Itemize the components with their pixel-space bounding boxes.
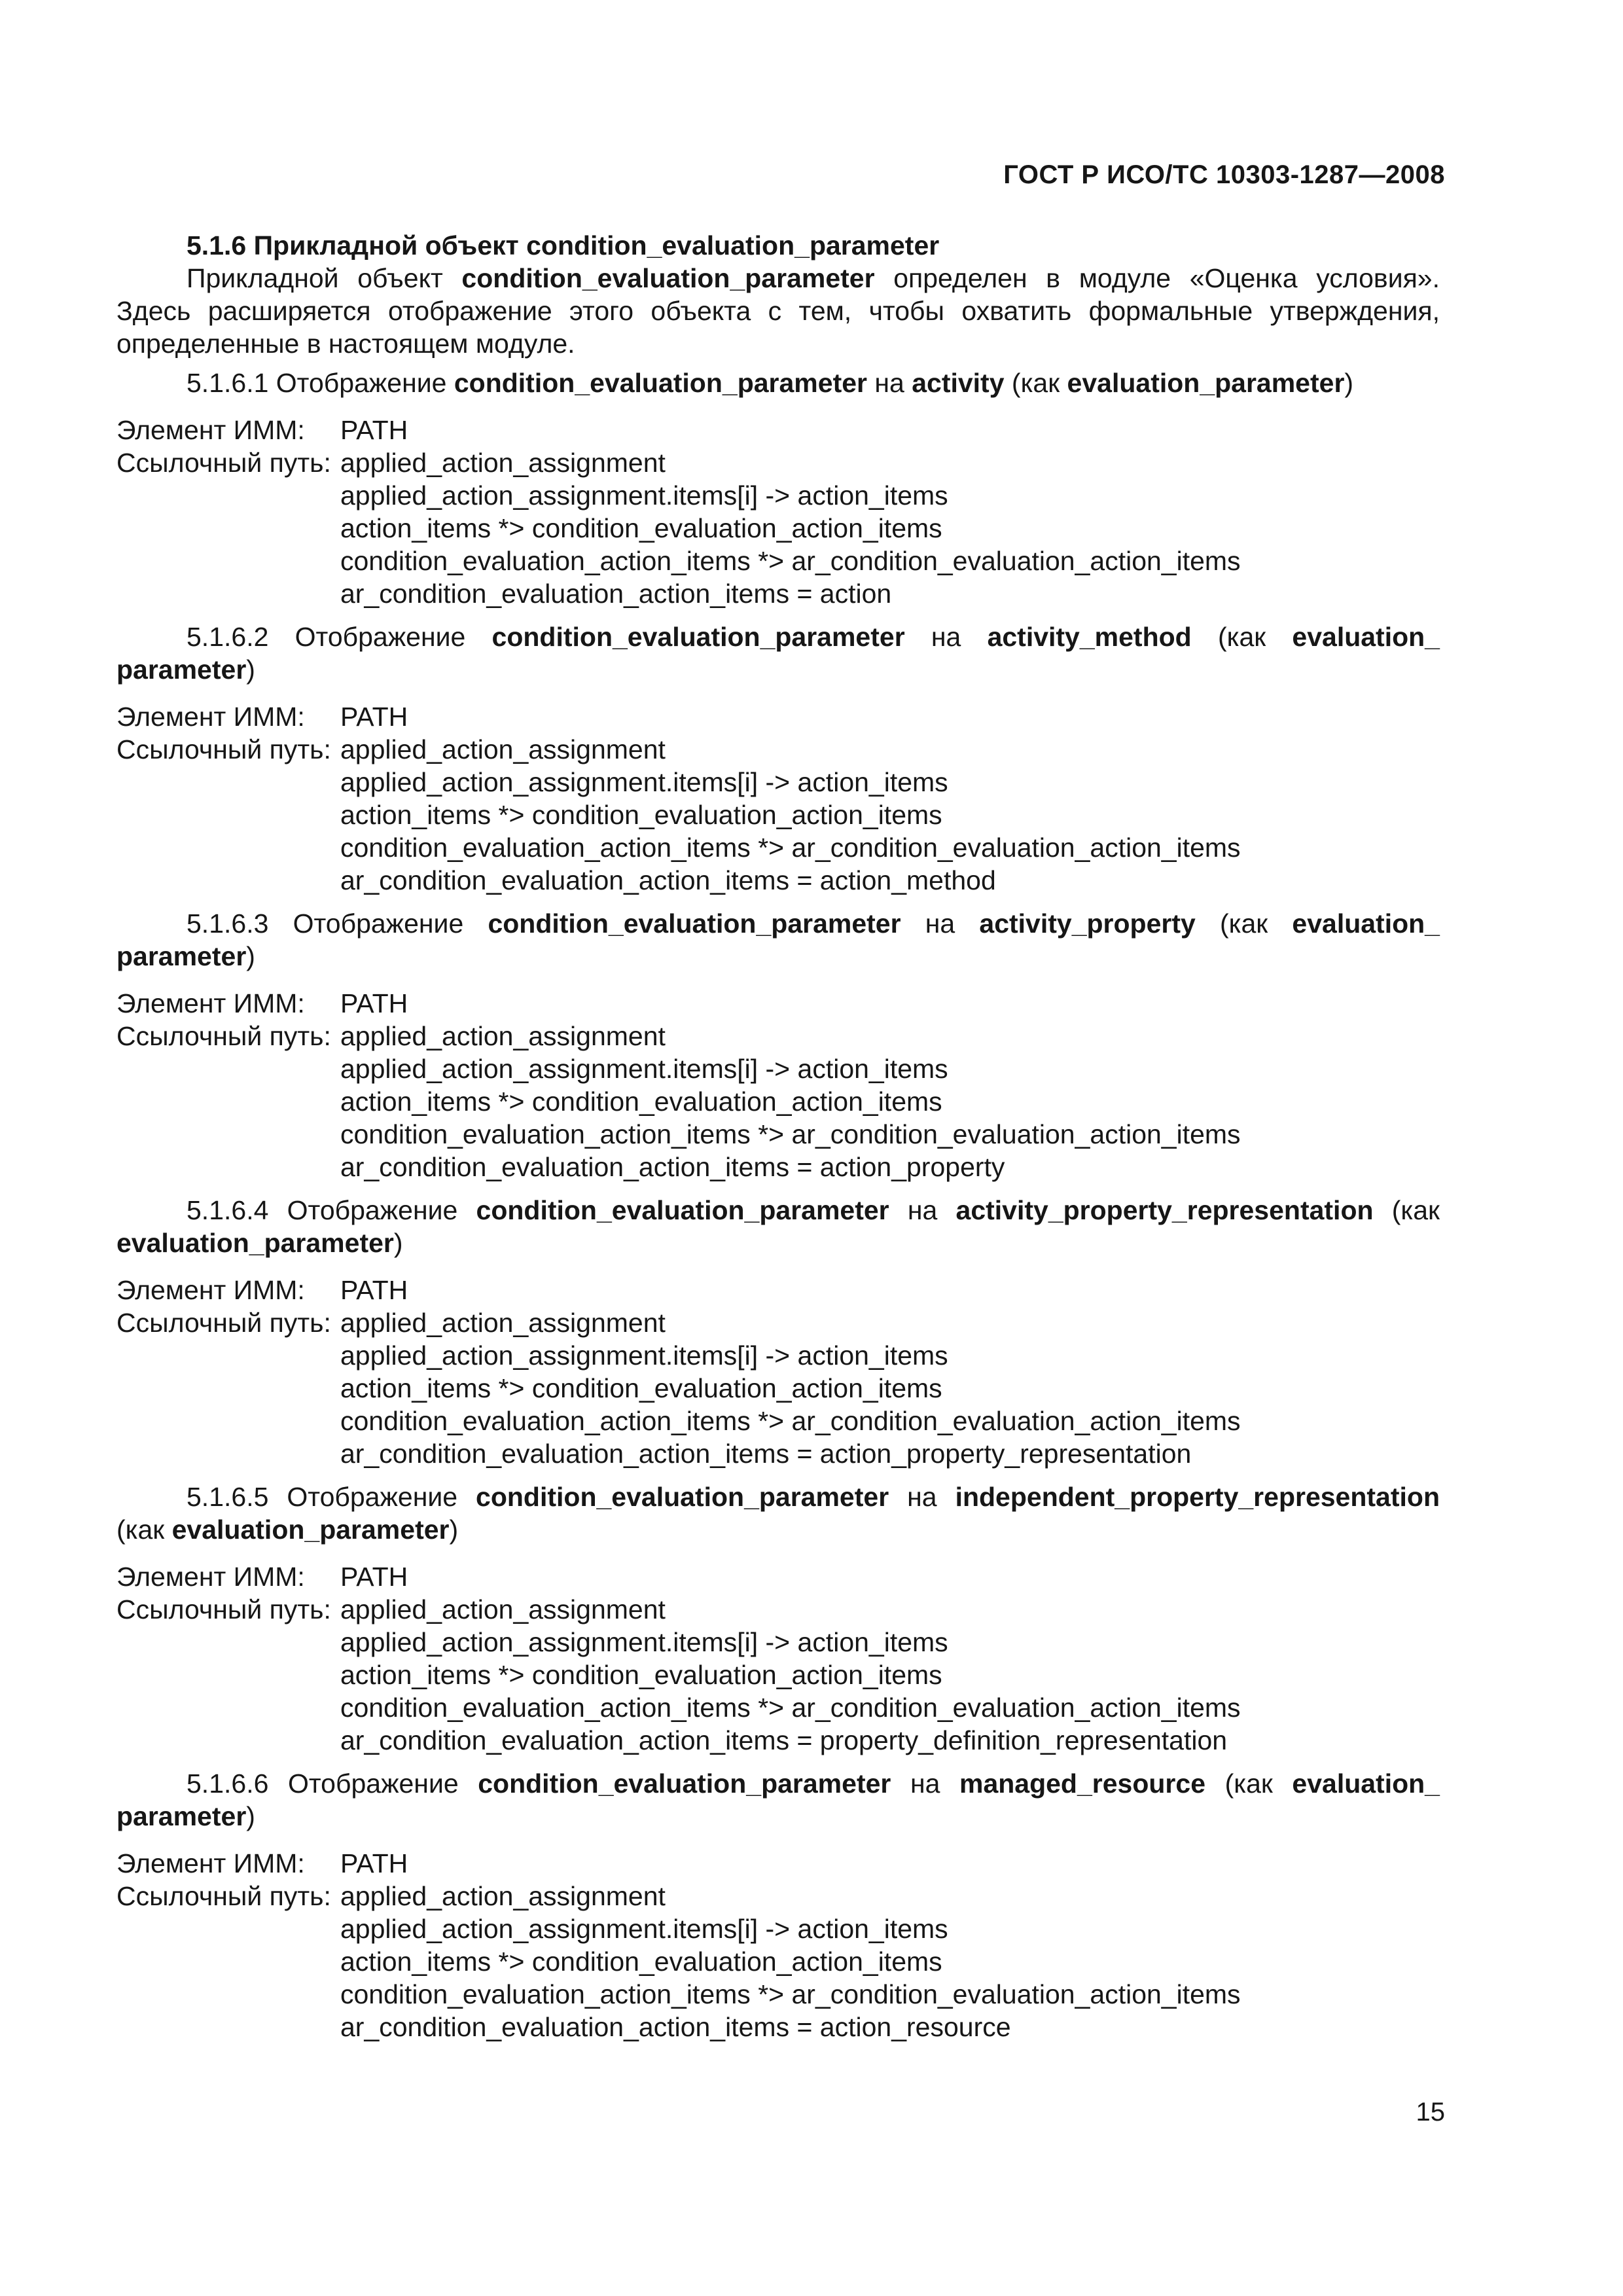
path-line: condition_evaluation_action_items *> ar_condition_evaluation_action_items xyxy=(340,1693,1241,1723)
intro-text-2: определен в модуле «Оценка условия». Здесь расширяется отображение этого объекта с тем, чтобы охватить формальные утверждения, определенные в настоящем модуле. xyxy=(116,263,1440,359)
target-entity: activity_property xyxy=(979,908,1196,939)
close-paren: ) xyxy=(449,1515,459,1545)
element-label: Элемент ИММ: xyxy=(116,702,305,732)
element-value: PATH xyxy=(340,1562,408,1592)
as-word: (как xyxy=(1191,622,1293,652)
path-line: applied_action_assignment.items[i] -> action_items xyxy=(340,1054,948,1084)
element-label: Элемент ИММ: xyxy=(116,988,305,1018)
mapped-entity: condition_evaluation_parameter xyxy=(478,1768,891,1799)
element-row xyxy=(116,414,1440,446)
path-line: ar_condition_evaluation_action_items = action_property_representation xyxy=(340,1439,1192,1469)
on-word: на xyxy=(891,1768,959,1799)
as-name: evaluation_ parameter xyxy=(116,908,1440,971)
intro-paragraph xyxy=(116,262,1440,360)
path-line: ar_condition_evaluation_action_items = action xyxy=(340,579,892,609)
target-entity: independent_property_representation xyxy=(955,1482,1440,1512)
element-label: Элемент ИММ: xyxy=(116,1562,305,1592)
reference-path-label: Ссылочный путь: xyxy=(116,734,331,764)
as-name: evaluation_parameter xyxy=(116,1228,394,1258)
mapping-block xyxy=(116,1847,1440,2043)
path-line: applied_action_assignment xyxy=(340,1308,666,1338)
path-line: applied_action_assignment xyxy=(340,448,666,478)
intro-entity: condition_evaluation_parameter xyxy=(461,263,875,293)
mapping-block xyxy=(116,1560,1440,1757)
subsection-number: 5.1.6.5 xyxy=(187,1482,269,1512)
mapping-block xyxy=(116,700,1440,897)
element-label: Элемент ИММ: xyxy=(116,1275,305,1305)
path-line: ar_condition_evaluation_action_items = property_definition_representation xyxy=(340,1725,1228,1755)
reference-path-row xyxy=(116,1880,1440,1912)
subsection-number: 5.1.6.6 xyxy=(187,1768,269,1799)
path-line: condition_evaluation_action_items *> ar_condition_evaluation_action_items xyxy=(340,1119,1241,1149)
on-word: на xyxy=(889,1195,956,1225)
on-word: на xyxy=(889,1482,955,1512)
as-name: evaluation_parameter xyxy=(1067,368,1345,398)
target-entity: activity xyxy=(912,368,1005,398)
as-word: (как xyxy=(1373,1195,1440,1225)
path-line: action_items *> condition_evaluation_action_items xyxy=(340,1373,942,1403)
as-name: evaluation_ parameter xyxy=(116,622,1440,685)
reference-path-row xyxy=(116,446,1440,479)
path-line: ar_condition_evaluation_action_items = action_resource xyxy=(340,2012,1011,2042)
subsection-title xyxy=(116,1480,1440,1546)
element-row xyxy=(116,1847,1440,1880)
path-line: action_items *> condition_evaluation_action_items xyxy=(340,800,942,830)
on-word: на xyxy=(866,368,912,398)
reference-path-label: Ссылочный путь: xyxy=(116,1881,331,1911)
element-value: PATH xyxy=(340,1275,408,1305)
subsection-number: 5.1.6.2 xyxy=(187,622,269,652)
path-line: applied_action_assignment.items[i] -> action_items xyxy=(340,767,948,797)
path-line: action_items *> condition_evaluation_action_items xyxy=(340,513,942,543)
target-entity: managed_resource xyxy=(959,1768,1205,1799)
element-value: PATH xyxy=(340,415,408,445)
close-paren: ) xyxy=(246,1801,255,1831)
path-line: action_items *> condition_evaluation_action_items xyxy=(340,1660,942,1690)
mapped-entity: condition_evaluation_parameter xyxy=(488,908,901,939)
reference-path-row xyxy=(116,1020,1440,1052)
subsection-title xyxy=(116,1767,1440,1833)
page-number: 15 xyxy=(1416,2098,1445,2126)
mapping-block xyxy=(116,1274,1440,1470)
path-line: ar_condition_evaluation_action_items = action_method xyxy=(340,865,996,895)
reference-path-label: Ссылочный путь: xyxy=(116,1308,331,1338)
mapping-word: Отображение xyxy=(268,1482,476,1512)
path-line: applied_action_assignment xyxy=(340,1021,666,1051)
mapping-word: Отображение xyxy=(268,908,488,939)
mapped-entity: condition_evaluation_parameter xyxy=(454,368,867,398)
as-name: evaluation_ parameter xyxy=(116,1768,1440,1831)
element-value: PATH xyxy=(340,988,408,1018)
mapped-entity: condition_evaluation_parameter xyxy=(476,1482,889,1512)
as-word: (как xyxy=(116,1515,172,1545)
path-line: condition_evaluation_action_items *> ar_condition_evaluation_action_items xyxy=(340,546,1241,576)
mapping-word: Отображение xyxy=(268,622,492,652)
as-name: evaluation_parameter xyxy=(171,1515,450,1545)
mapping-word: Отображение xyxy=(268,368,454,398)
reference-path-label: Ссылочный путь: xyxy=(116,448,331,478)
subsection-title xyxy=(116,1194,1440,1259)
element-row xyxy=(116,700,1440,733)
element-value: PATH xyxy=(340,702,408,732)
path-line: applied_action_assignment.items[i] -> action_items xyxy=(340,480,948,511)
as-word: (как xyxy=(1004,368,1067,398)
close-paren: ) xyxy=(246,941,255,971)
reference-path-row xyxy=(116,1593,1440,1626)
intro-text-1: Прикладной объект xyxy=(187,263,462,293)
element-row xyxy=(116,1560,1440,1593)
path-line: condition_evaluation_action_items *> ar_condition_evaluation_action_items xyxy=(340,833,1241,863)
subsections-container xyxy=(116,367,1440,2043)
subsection-title xyxy=(116,907,1440,973)
as-word: (как xyxy=(1205,1768,1293,1799)
path-line: applied_action_assignment xyxy=(340,734,666,764)
on-word: на xyxy=(904,622,988,652)
mapped-entity: condition_evaluation_parameter xyxy=(476,1195,889,1225)
path-line: applied_action_assignment xyxy=(340,1594,666,1624)
path-line: applied_action_assignment.items[i] -> action_items xyxy=(340,1340,948,1371)
close-paren: ) xyxy=(246,655,255,685)
target-entity: activity_property_representation xyxy=(955,1195,1374,1225)
section-heading: 5.1.6 Прикладной объект condition_evaluation_parameter xyxy=(187,230,940,260)
element-label: Элемент ИММ: xyxy=(116,1848,305,1878)
close-paren: ) xyxy=(1344,368,1354,398)
path-line: applied_action_assignment.items[i] -> action_items xyxy=(340,1914,948,1944)
path-line: applied_action_assignment xyxy=(340,1881,666,1911)
path-line: action_items *> condition_evaluation_action_items xyxy=(340,1946,942,1977)
reference-path-label: Ссылочный путь: xyxy=(116,1594,331,1624)
subsection-title xyxy=(116,620,1440,686)
mapping-block xyxy=(116,414,1440,610)
as-word: (как xyxy=(1195,908,1293,939)
subsection-number: 5.1.6.4 xyxy=(187,1195,269,1225)
element-row xyxy=(116,987,1440,1020)
mapped-entity: condition_evaluation_parameter xyxy=(491,622,905,652)
subsection-number: 5.1.6.3 xyxy=(187,908,269,939)
mapping-block xyxy=(116,987,1440,1183)
subsection-number: 5.1.6.1 xyxy=(187,368,269,398)
reference-path-label: Ссылочный путь: xyxy=(116,1021,331,1051)
on-word: на xyxy=(901,908,980,939)
target-entity: activity_method xyxy=(987,622,1192,652)
path-line: condition_evaluation_action_items *> ar_condition_evaluation_action_items xyxy=(340,1979,1241,2009)
mapping-word: Отображение xyxy=(268,1195,476,1225)
page-content xyxy=(116,229,1440,2054)
element-value: PATH xyxy=(340,1848,408,1878)
reference-path-row xyxy=(116,733,1440,766)
element-label: Элемент ИММ: xyxy=(116,415,305,445)
path-line: ar_condition_evaluation_action_items = action_property xyxy=(340,1152,1005,1182)
element-row xyxy=(116,1274,1440,1306)
subsection-title xyxy=(116,367,1440,399)
path-line: condition_evaluation_action_items *> ar_condition_evaluation_action_items xyxy=(340,1406,1241,1436)
path-line: action_items *> condition_evaluation_action_items xyxy=(340,1086,942,1117)
standard-header: ГОСТ Р ИСО/ТС 10303-1287—2008 xyxy=(1003,160,1445,189)
reference-path-row xyxy=(116,1306,1440,1339)
close-paren: ) xyxy=(393,1228,403,1258)
mapping-word: Отображение xyxy=(268,1768,478,1799)
path-line: applied_action_assignment.items[i] -> action_items xyxy=(340,1627,948,1657)
